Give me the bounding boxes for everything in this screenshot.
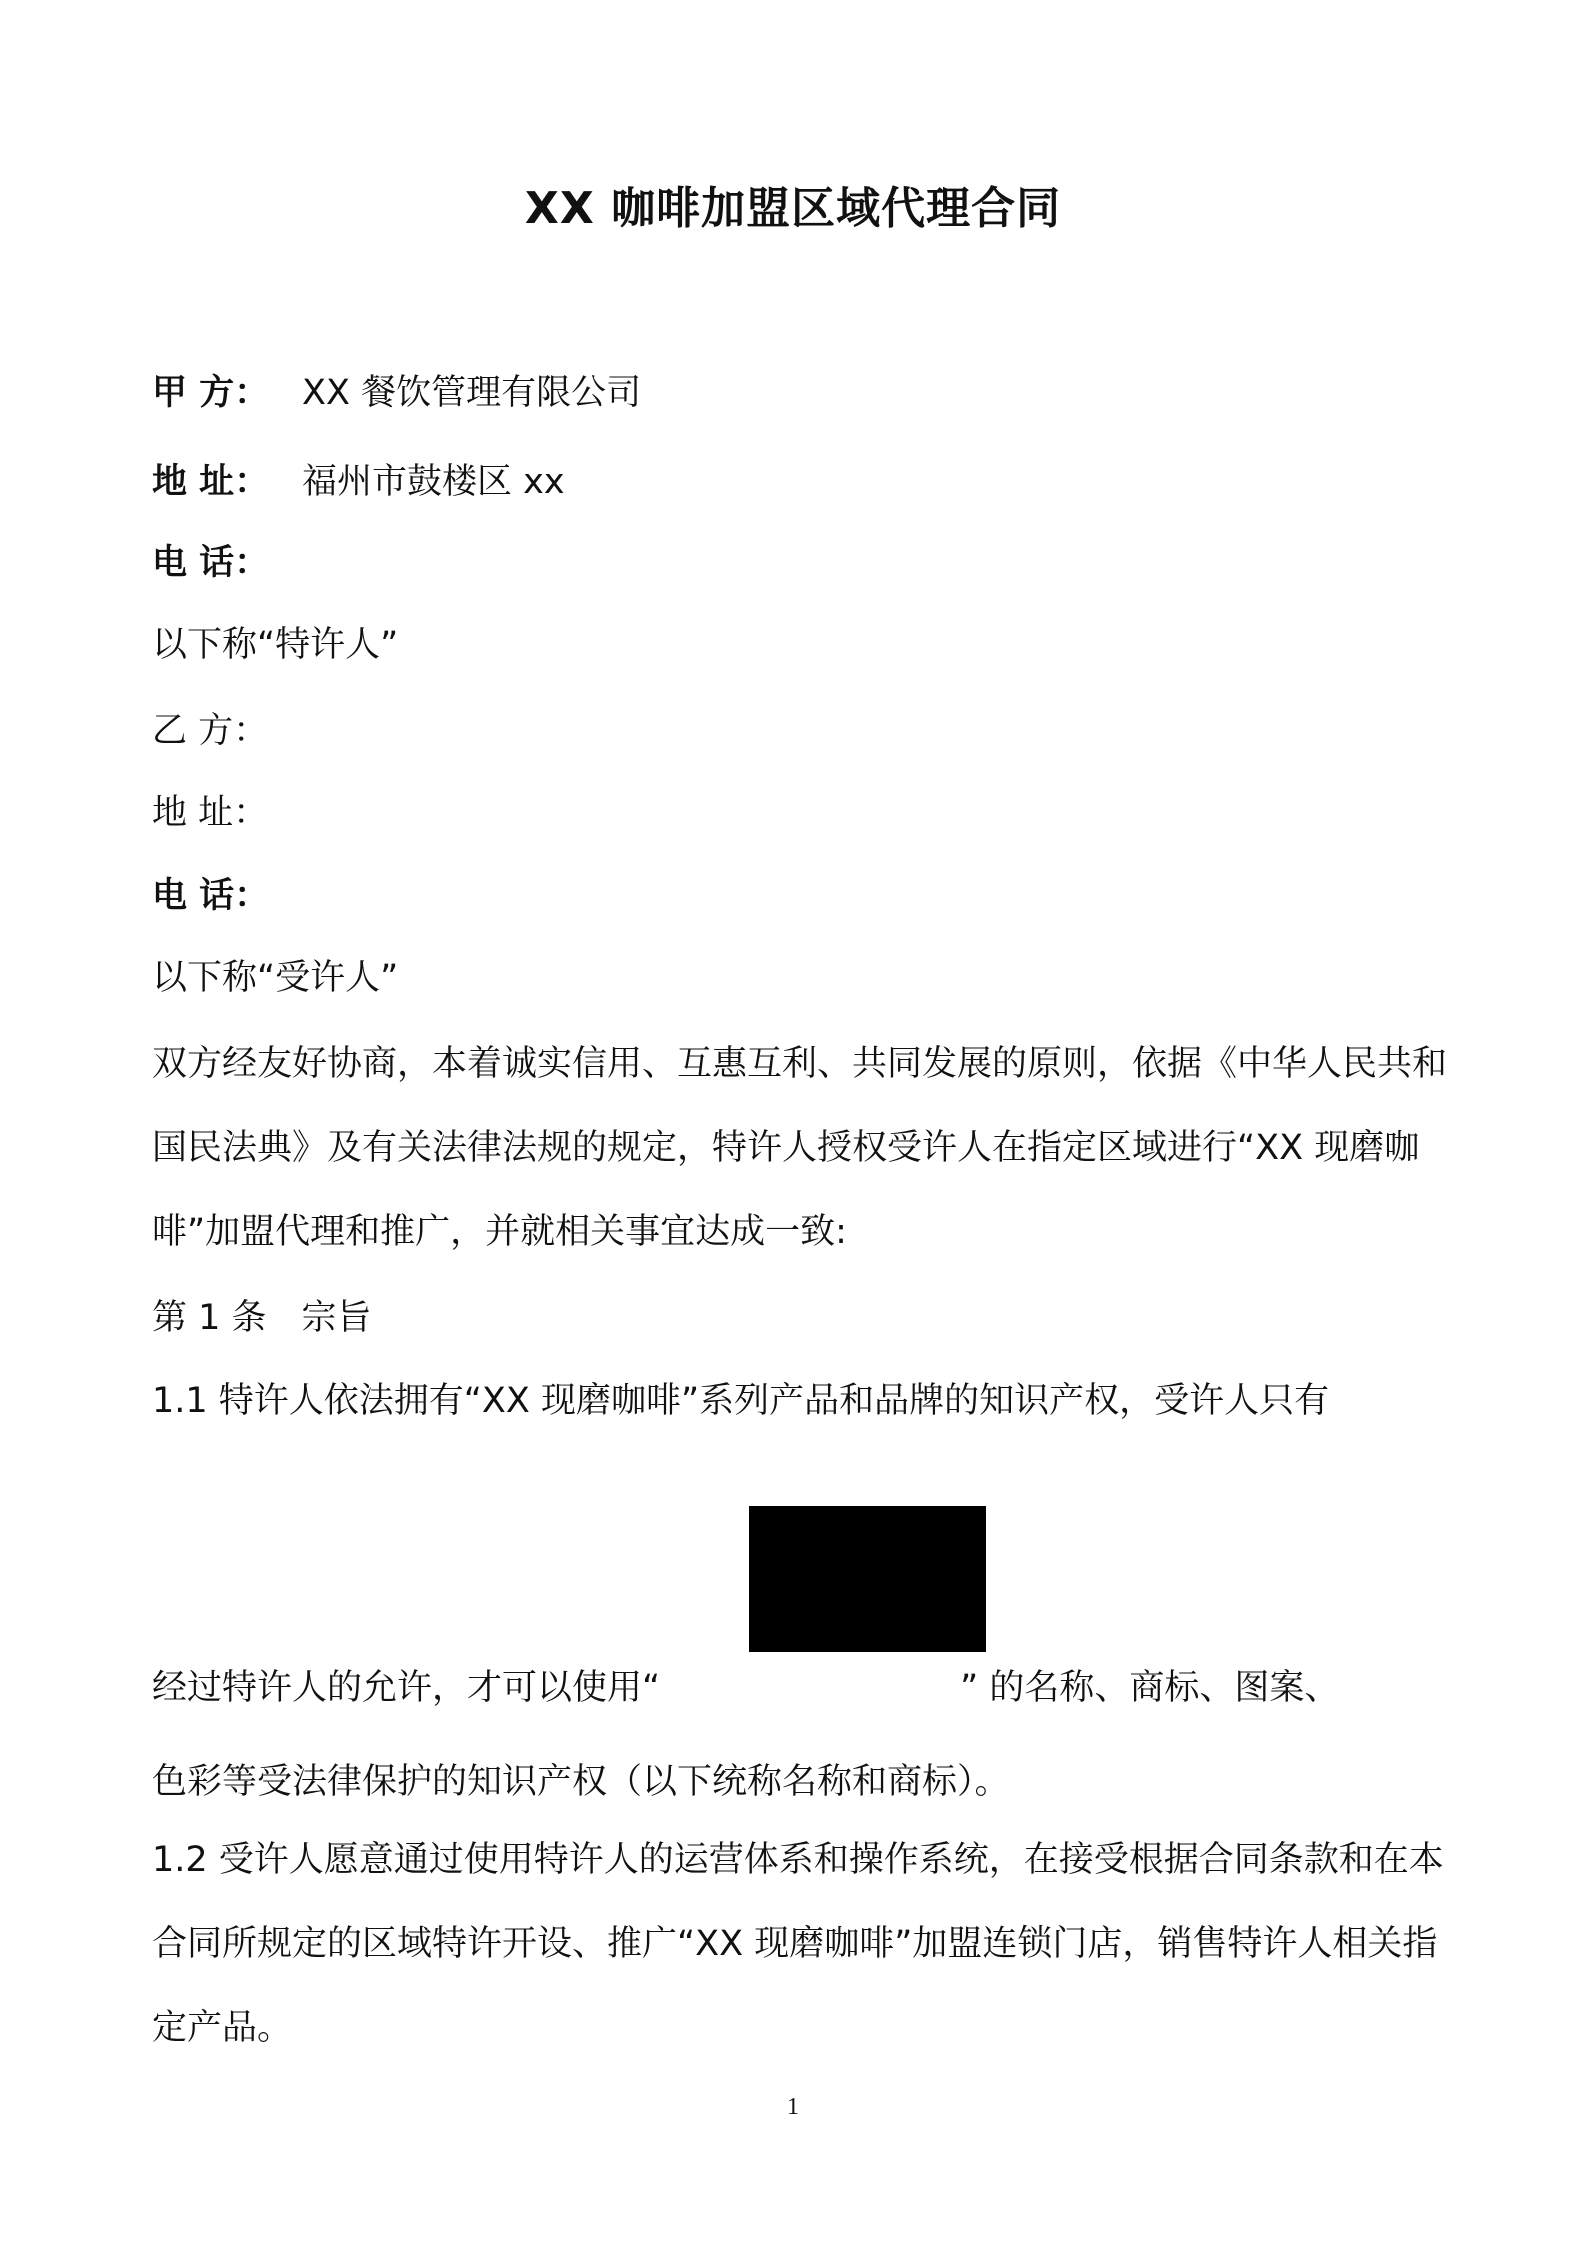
party-a-name: XX 餐饮管理有限公司 [302,373,642,413]
party-b-phone-row [152,873,302,919]
clause-1-1-line-3: 色彩等受法律保护的知识产权（以下统称名称和商标）。 [152,1762,1010,1802]
party-a-phone-label: 电 话： [152,543,270,583]
party-b-phone-label: 电 话： [152,876,270,916]
party-b-address-label: 地 址： [152,793,269,833]
party-a-address-row [152,459,565,505]
page-number: 1 [787,2094,799,2120]
clause-1-1-after-redaction: ” 的名称、商标、图案、 [960,1668,1340,1708]
party-b-row [152,708,302,754]
clause-1-1-line-2 [152,1665,1339,1711]
party-a-phone-row [152,540,302,586]
party-a-alias: 以下称“特许人” [152,625,399,665]
party-b-address-row [152,790,302,836]
party-b-label: 乙 方： [152,711,269,751]
party-a-row [152,370,641,416]
article-1-heading: 第 1 条 宗旨 [152,1298,372,1338]
party-a-label: 甲 方： [152,373,270,413]
clause-1-1-line-1: 1.1 特许人依法拥有“XX 现磨咖啡”系列产品和品牌的知识产权，受许人只有 [152,1381,1330,1421]
party-a-address-label: 地 址： [152,462,270,502]
party-a-address: 福州市鼓楼区 xx [302,462,565,502]
clause-1-2-paragraph: 1.2 受许人愿意通过使用特许人的运营体系和操作系统，在接受根据合同条款和在本合同所规定的区域特许开设、推广“XX 现磨咖啡”加盟连锁门店，销售特许人相关指定产品。 [152,1840,1444,2048]
redaction-block [749,1506,986,1652]
preamble-paragraph: 双方经友好协商，本着诚实信用、互惠互利、共同发展的原则，依据《中华人民共和国民法典》及有关法律法规的规定，特许人授权受许人在指定区域进行“XX 现磨咖啡”加盟代理和推广，并就相关事宜达成一致: [152,1044,1448,1252]
document-title: XX 咖啡加盟区域代理合同 [524,183,1062,234]
clause-1-1-before-redaction: 经过特许人的允许，才可以使用“ [152,1668,661,1708]
party-b-alias: 以下称“受许人” [152,958,399,998]
